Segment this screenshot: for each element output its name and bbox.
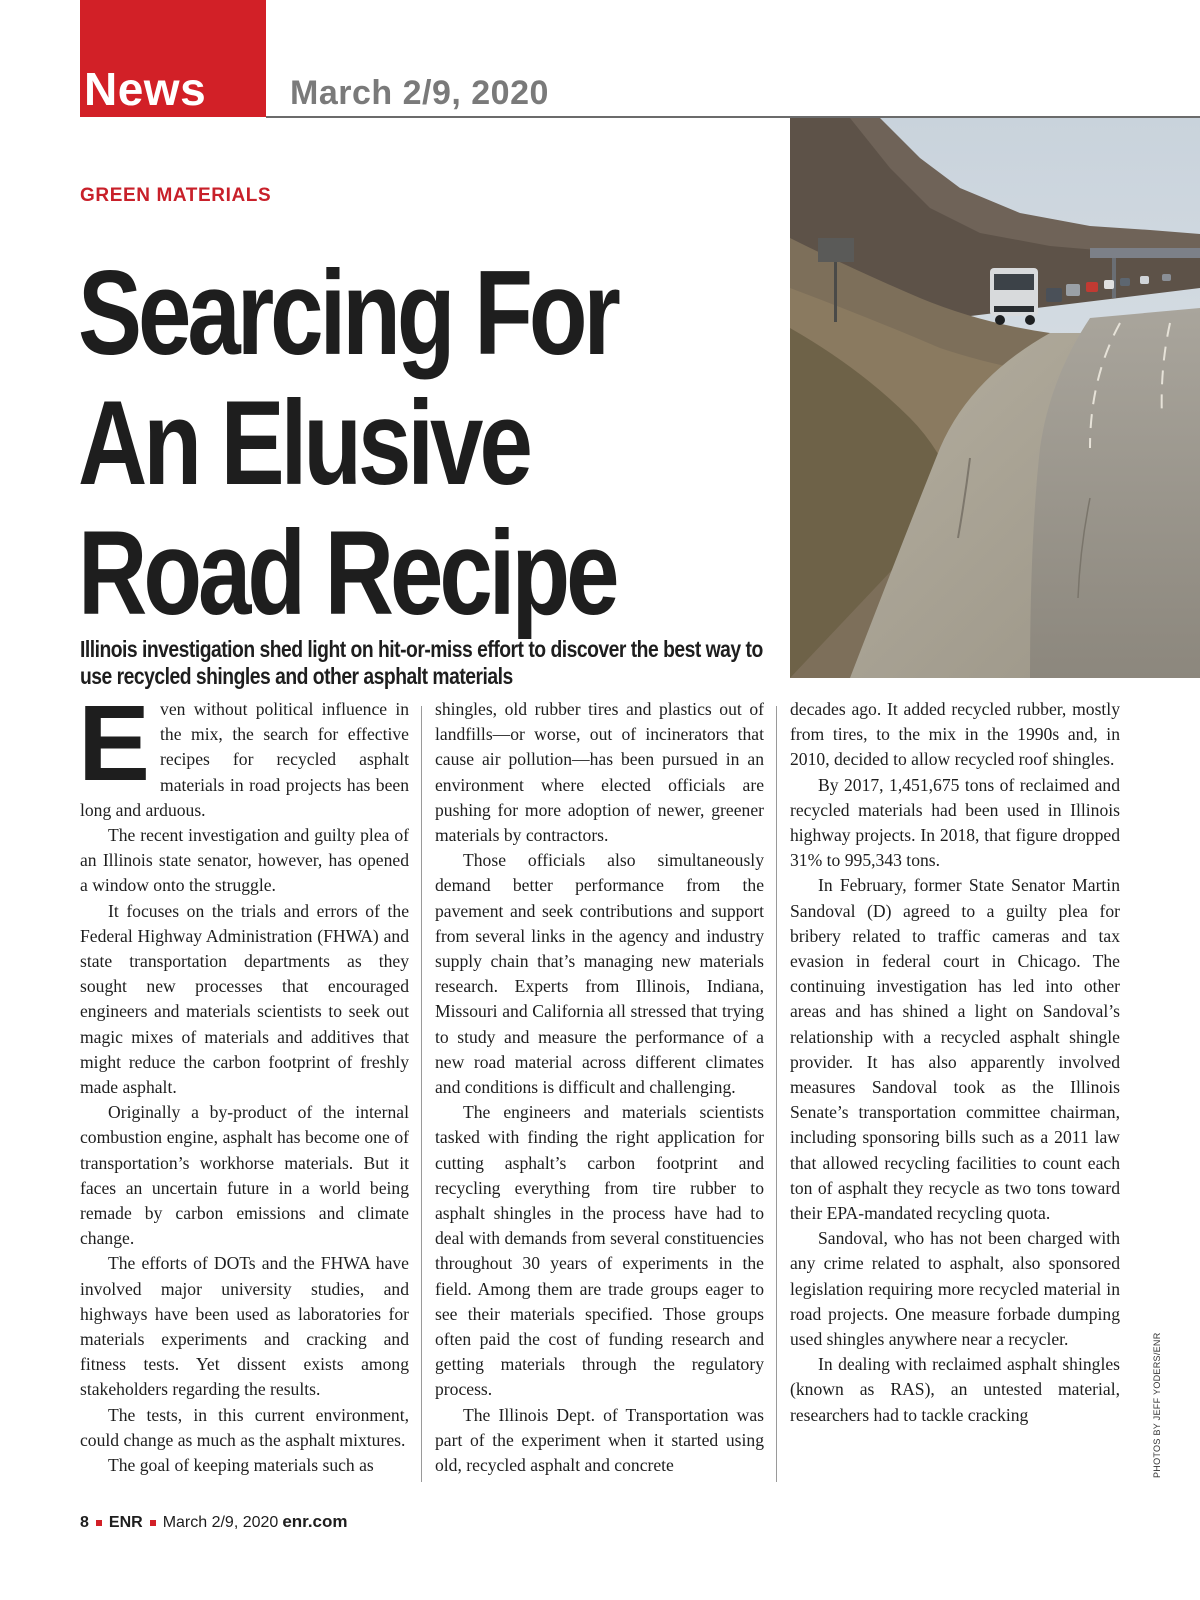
footer-date: March 2/9, 2020	[162, 1514, 279, 1531]
paragraph: The recent investigation and guilty plea of an Illinois state senator, however, has opened a window onto the struggle.	[80, 825, 409, 896]
column-rule	[776, 706, 777, 1482]
paragraph	[78, 682, 409, 823]
page-footer	[80, 1513, 348, 1532]
photo-credit: PHOTOS BY JEFF YODERS/ENR	[1152, 1332, 1162, 1478]
article-column-2	[435, 697, 764, 1478]
kicker: GREEN MATERIALS	[80, 185, 272, 206]
publication-name: ENR	[108, 1514, 143, 1531]
paragraph: It focuses on the trials and errors of the Federal Highway Administration (FHWA) and state transportation departments as they sought new processes that encouraged engineers and materials scientists to seek out magic mixes of materials and additives that might reduce the carbon footprint of freshly made asphalt.	[80, 900, 409, 1098]
paragraph: shingles, old rubber tires and plastics out of landfills—or worse, out of incinerators that cause air pollution—has been pursued in an environment where elected officials are pushing for more adoption of newer, greener materials by contractors.	[435, 699, 764, 846]
red-square-icon	[150, 1520, 156, 1526]
issue-date: March 2/9, 2020	[290, 74, 549, 112]
paragraph: The Illinois Dept. of Transportation was part of the experiment when it started using old, recycled asphalt and concrete	[435, 1404, 764, 1476]
headline-line: Road Recipe	[78, 506, 616, 640]
red-square-icon	[96, 1520, 102, 1526]
paragraph-text: ven without political influence in the mix, the search for effective recipes for recycled asphalt materials in road projects has been long and arduous.	[80, 699, 409, 820]
column-rule	[421, 706, 422, 1482]
paragraph: By 2017, 1,451,675 tons of reclaimed and recycled materials had been used in Illinois highway projects. In 2018, that figure dropped 31% to 995,343 tons.	[790, 774, 1120, 871]
drop-cap: E	[78, 682, 151, 803]
deck: Illinois investigation shed light on hit-or-miss effort to discover the best way to use recycled shingles and other asphalt materials	[80, 636, 763, 689]
paragraph: Those officials also simultaneously demand better performance from the pavement and seek contributions and support from several links in the agency and industry supply chain that’s managing new materials research. Experts from Illinois, Indiana, Missouri and California all stressed that trying to study and measure the performance of a new road material across different climates and conditions is difficult and challenging.	[435, 850, 764, 1098]
paragraph: The tests, in this current environment, could change as much as the asphalt mixtures.	[80, 1404, 409, 1450]
paragraph: decades ago. It added recycled rubber, mostly from tires, to the mix in the 1990s and, in 2010, decided to allow recycled roof shingles.	[790, 699, 1120, 770]
paragraph: The efforts of DOTs and the FHWA have involved major university studies, and highways have been used as laboratories for materials experiments and cracking and fitness tests. Yet dissent exists among stakeholders regarding the results.	[80, 1253, 409, 1400]
article-column-3	[790, 697, 1120, 1428]
paragraph: Originally a by-product of the internal combustion engine, asphalt has become one of transportation’s workhorse materials. But it faces an uncertain future in a world being remade by carbon emissions and climate change.	[80, 1102, 409, 1249]
headline-line: Searcing For	[78, 246, 617, 380]
headline	[78, 248, 638, 638]
article-column-1	[78, 682, 409, 1478]
headline-line: An Elusive	[78, 376, 529, 510]
paragraph: Sandoval, who has not been charged with any crime related to asphalt, also sponsored legislation requiring more recycled material in road projects. One measure forbade dumping used shingles anywhere near a recycler.	[790, 1228, 1120, 1350]
site-url: enr.com	[282, 1512, 348, 1531]
paragraph: In dealing with reclaimed asphalt shingles (known as RAS), an untested material, researchers had to tackle cracking	[790, 1354, 1120, 1425]
section-label: News	[84, 63, 207, 115]
paragraph: In February, former State Senator Martin Sandoval (D) agreed to a guilty plea for bribery related to traffic cameras and tax evasion in federal court in Chicago. The continuing investigation has led into other areas and has shined a light on Sandoval’s relationship with a recycled asphalt shingle provider. It has also apparently involved measures Sandoval took as the Illinois Senate’s transportation committee chairman, including sponsoring bills such as a 2011 law that allowed recycling facilities to count each ton of asphalt they recycle as two tons toward their EPA-mandated recycling quota.	[790, 875, 1120, 1224]
paragraph: The goal of keeping materials such as	[108, 1455, 374, 1476]
page-number: 8	[80, 1514, 89, 1531]
highway-photo	[790, 118, 1200, 678]
paragraph: The engineers and materials scientists tasked with finding the right application for cutting asphalt’s carbon footprint and recycling everything from tire rubber to asphalt shingles in the process have had to deal with demands from several constituencies throughout 30 years of experiments in the field. Among them are trade groups eager to see their materials specified. Those groups often paid the cost of funding research and getting materials through the regulatory process.	[435, 1102, 764, 1400]
